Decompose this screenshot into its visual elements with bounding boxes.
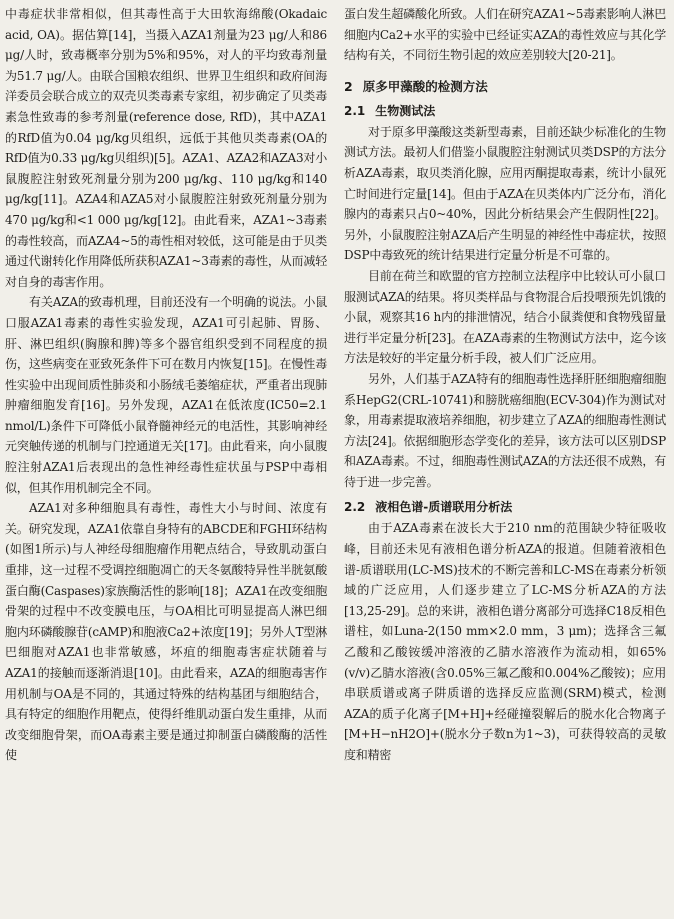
paragraph-bioassay-3: 另外，人们基于AZA特有的细胞毒性选择肝胚细胞瘤细胞系HepG2(CRL-10741)和膀胱癌细胞(ECV-304)作为测试对象，用毒素提取液培养细胞，初步建立了AZA的细胞毒性测试方法[24]。依据细胞形态学变化的差异，该方法可以区别DSP和AZA毒素。不过，细胞毒性测试AZA的方法还很不成熟，有待于进一步完善。 [344, 371, 666, 489]
paragraph-lcms-1: 由于AZA毒素在波长大于210 nm的范围缺少特征吸收峰，目前还未见有液相色谱分析AZA的报道。但随着液相色谱-质谱联用(LC-MS)技术的不断完善和LC-MS在毒素分析领域的广泛应用，人们逐步建立了LC-MS分析AZA的方法[13,25-29]。总的来讲，液相色谱分离部分可选择C18反相色谱柱，如Luna-2(150 mm×2.0 mm，3 μm)；选择含三氟乙酸和乙酸铵缓冲溶液的乙腈水溶液作为流动相，如65%(v/v)乙腈水溶液(含0.05%三氟乙酸和0.004%乙酸铵)；应用串联质谱或离子阱质谱的选择反应监测(SRM)模式，检测AZA的质子化离子[M+H]+经碰撞裂解后的脱水化合物离子[M+H−nH2O]+(脱水分子数n为1~3)，可获得较高的灵敏度和精密 [344, 521, 666, 762]
subsection-title: 生物测试法 [375, 103, 436, 118]
subsection-title: 液相色谱-质谱联用分析法 [375, 500, 513, 515]
subsection-heading-bioassay [344, 102, 666, 120]
section-title: 原多甲藻酸的检测方法 [362, 78, 488, 94]
section-number: 2 [344, 78, 353, 94]
paragraph-mechanism: 有关AZA的致毒机理，目前还没有一个明确的说法。小鼠口服AZA1毒素的毒性实验发现，AZA1可引起肺、胃肠、肝、淋巴组织(胸腺和脾)等多个器官组织受到不同程度的损伤，这些病变在亚致死条件下可在数月内恢复[15]。在慢性毒性实验中出现间质性肺炎和小肠绒毛萎缩症状，严重者出现肺肿瘤细胞发育[16]。另外发现，AZA1在低浓度(IC50=2.1 nmol/L)条件下可降低小鼠脊髓神经元的电活性，其影响神经元突触传递的机制与门控通道无关[17]。由此看来，向小鼠腹腔注射AZA1后表现出的急性神经毒性症状虽与PSP中毒相似，但其作用机制完全不同。 [5, 295, 327, 495]
paragraph-bioassay-1: 对于原多甲藻酸这类新型毒素，目前还缺少标准化的生物测试方法。最初人们借鉴小鼠腹腔注射测试贝类DSP的方法分析AZA毒素，取贝类消化腺，应用丙酮提取毒素，统计小鼠死亡时间进行定量[14]。但由于AZA在贝类体内广泛分布，消化腺内的毒素只占0~40%，因此分析结果会产生假阴性[22]。另外，小鼠腹腔注射AZA后产生明显的神经性中毒症状，按照DSP中毒致死的统计结果进行定量分析是不可靠的。 [344, 124, 666, 263]
left-column [5, 4, 327, 766]
paragraph-continuation: 蛋白发生超磷酸化所致。人们在研究AZA1~5毒素影响人淋巴细胞内Ca2+水平的实验中已经证实AZA的毒性效应与其化学结构有关，不同衍生物引起的效应差别较大[20-21]。 [344, 7, 666, 63]
section-heading-detection-methods [344, 78, 666, 96]
paragraph-bioassay-2: 目前在荷兰和欧盟的官方控制立法程序中比较认可小鼠口服测试AZA的结果。将贝类样品与食物混合后投喂预先饥饿的小鼠，观察其16 h内的排泄情况，结合小鼠粪便和食物残留量进行半定量分析[23]。在AZA毒素的生物测试方法中，迄今该方法是较好的半定量分析手段，被人们广泛应用。 [344, 268, 666, 366]
paragraph-toxicity-dose: 中毒症状非常相似，但其毒性高于大田软海绵酸(Okadaic acid, OA)。据估算[14]，当摄入AZA1剂量为23 μg/人和86 μg/人时，致毒概率分别为5%和95%，对人的平均致毒剂量为51.7 μg/人。由联合国粮农组织、世界卫生组织和政府间海洋委员会联合成立的双壳贝类毒素专家组，初步确定了贝类毒素急性致毒的参考剂量(reference dose, RfD)，其中AZA1的RfD值为0.04 μg/kg贝组织，远低于其他贝类毒素(OA的RfD值为0.33 μg/kg贝组织)[5]。AZA1、AZA2和AZA3对小鼠腹腔注射致死剂量分别为200 μg/kg、110 μg/kg和140 μg/kg[11]。AZA4和AZA5对小鼠腹腔注射致死剂量分别为470 μg/kg和<1 000 μg/kg[12]。由此看来，AZA1~3毒素的毒性较高，而AZA4~5的毒性相对较低，这可能是由于贝类通过代谢转化作用降低所获积AZA1~3毒素的毒性，从而减轻对自身的毒害作用。 [5, 7, 327, 289]
subsection-number: 2.2 [344, 500, 366, 515]
paragraph-cytotoxicity: AZA1对多种细胞具有毒性，毒性大小与时间、浓度有关。研究发现，AZA1依靠自身特有的ABCDE和FGHI环结构(如图1所示)与人神经母细胞瘤作用靶点结合，导致肌动蛋白重排，这一过程不受调控细胞凋亡的天冬氨酸特异性半胱氨酸蛋白酶(Caspases)家族酶活性的影响[18]；AZA1在改变细胞骨架的过程中不改变膜电压，与OA相比可明显提高人淋巴细胞内环磷酸腺苷(cAMP)和胞液Ca2+浓度[19]；另外人T型淋巴细胞对AZA1也非常敏感，坏疽的细胞毒害症状随着与AZA1的接触而逐渐消退[10]。由此看来，AZA的细胞毒害作用机制与OA是不同的，其通过特殊的结构基团与细胞结合，具有特定的细胞作用靶点，使得纤维肌动蛋白发生重排，从而改变细胞骨架，而OA毒素主要是通过抑制蛋白磷酸酶的活性使 [5, 501, 327, 763]
subsection-heading-lcms [344, 498, 666, 516]
right-column [344, 4, 666, 766]
subsection-number: 2.1 [344, 103, 366, 118]
